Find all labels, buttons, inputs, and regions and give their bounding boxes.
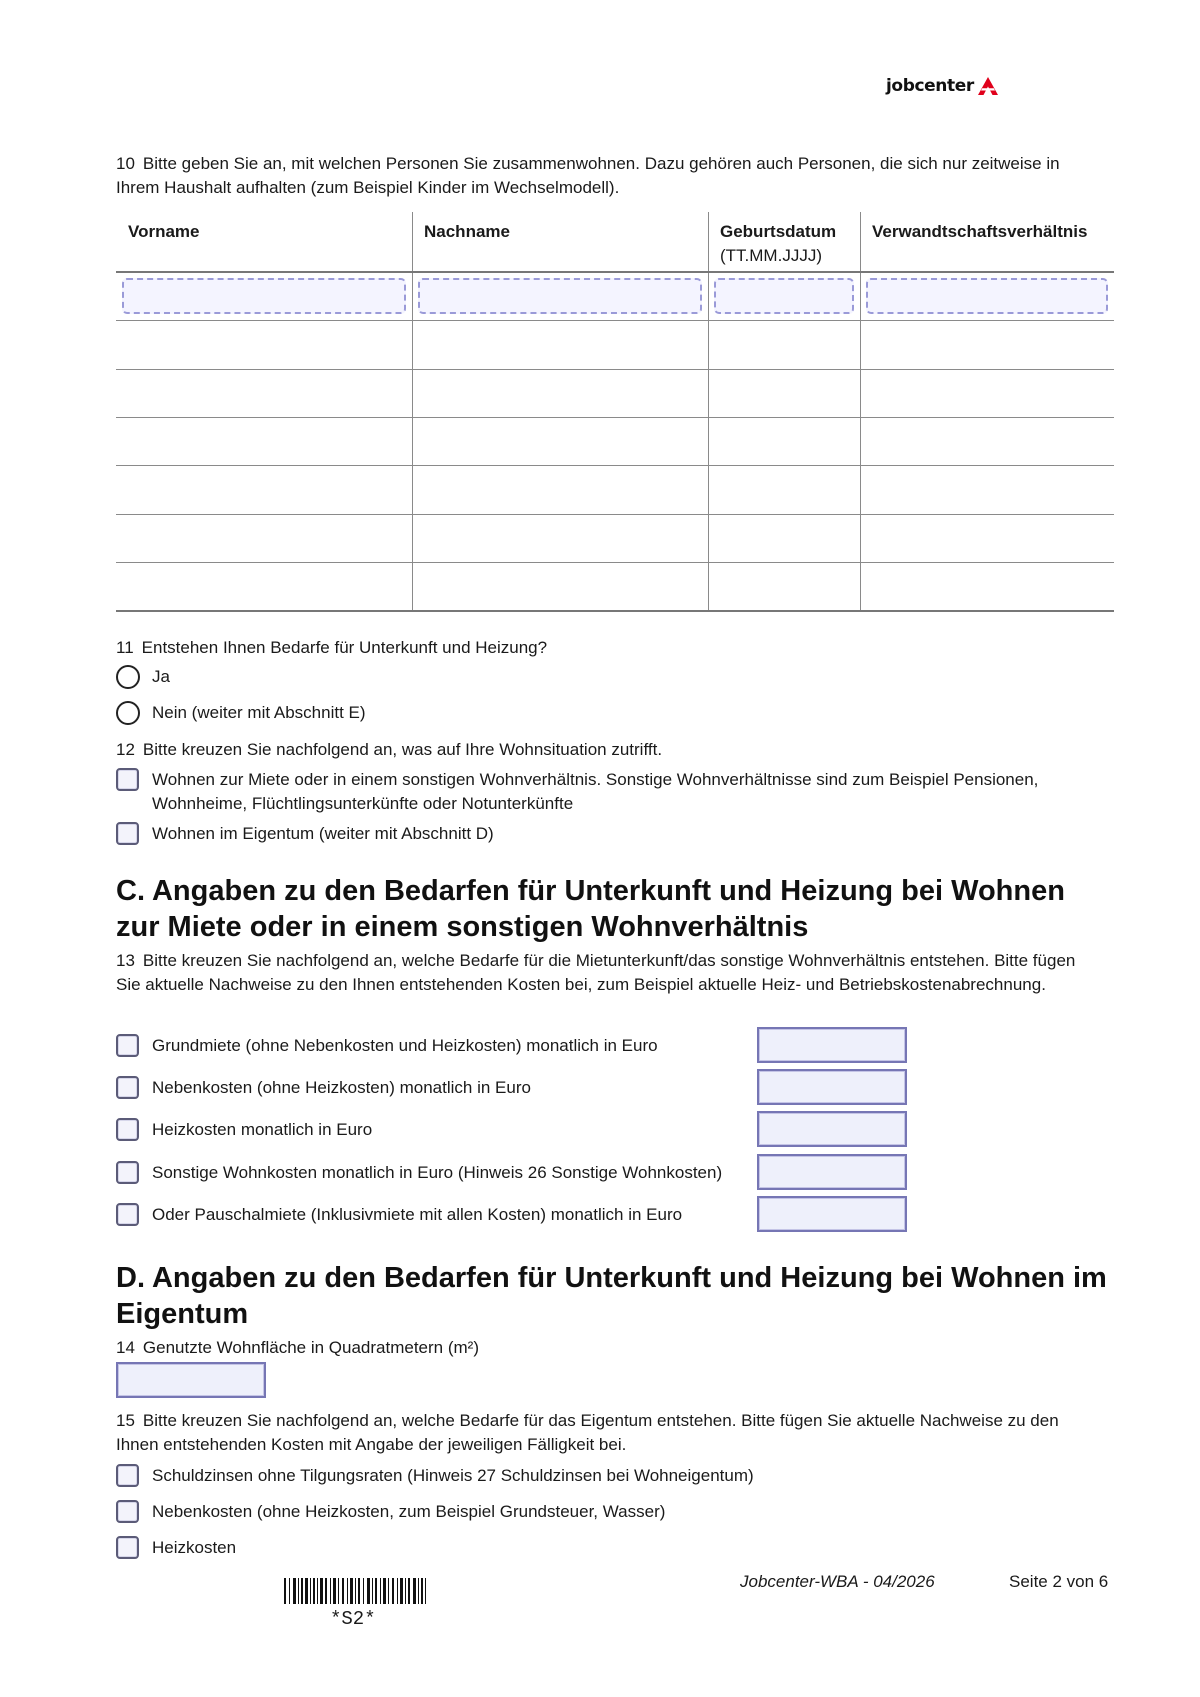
option-label: Nein (weiter mit Abschnitt E)	[152, 703, 366, 722]
grundmiete-amount-input[interactable]	[757, 1027, 907, 1063]
heizkosten-amount-input[interactable]	[757, 1111, 907, 1147]
option-label: Oder Pauschalmiete (Inklusivmiete mit allen Kosten) monatlich in Euro	[152, 1205, 683, 1224]
option-schuldzinsen[interactable]	[116, 1464, 1112, 1488]
row-divider	[116, 562, 1114, 563]
household-members-table	[116, 212, 1114, 612]
jobcenter-logo-icon	[977, 76, 999, 96]
option-label: Heizkosten monatlich in Euro	[152, 1120, 373, 1139]
question-14	[116, 1336, 1076, 1360]
checkbox[interactable]	[116, 1161, 139, 1184]
checkbox[interactable]	[116, 1203, 139, 1226]
row-divider	[116, 369, 1114, 370]
wohnflaeche-input[interactable]	[116, 1362, 266, 1398]
nebenkosten-amount-input[interactable]	[757, 1069, 907, 1105]
nachname-input[interactable]	[418, 278, 702, 314]
checkbox[interactable]	[116, 1076, 139, 1099]
page-number: Seite 2 von 6	[1009, 1572, 1109, 1591]
section-d-heading: D. Angaben zu den Bedarfen für Unterkunft und Heizung bei Wohnen im Eigentum	[116, 1262, 1107, 1330]
option-heizkosten-eigentum[interactable]	[116, 1536, 1112, 1560]
table-bottom-border	[116, 610, 1114, 612]
option-label: Heizkosten	[152, 1538, 237, 1557]
date-format-hint: (TT.MM.JJJJ)	[720, 246, 822, 265]
option-grundmiete[interactable]	[116, 1034, 752, 1058]
column-header-vorname: Vorname	[128, 222, 200, 241]
option-label: Nebenkosten (ohne Heizkosten) monatlich in Euro	[152, 1078, 531, 1097]
question-text: Bitte kreuzen Sie nachfolgend an, welche Bedarfe für das Eigentum entstehen. Bitte fügen Sie aktuelle Nachweise zu den Ihnen entstehenden Kosten mit Angabe der jeweiligen Fälligkeit bei.	[116, 1411, 1059, 1454]
option-label: Sonstige Wohnkosten monatlich in Euro (Hinweis 26 Sonstige Wohnkosten)	[152, 1163, 723, 1182]
question-number: 15	[116, 1411, 135, 1430]
header-divider	[116, 271, 1114, 273]
column-header-verwandtschaft: Verwandtschaftsverhältnis	[872, 222, 1088, 241]
question-number: 11	[116, 638, 134, 657]
checkbox[interactable]	[116, 1536, 139, 1559]
question-15	[116, 1409, 1076, 1457]
option-ja[interactable]	[116, 665, 1112, 689]
option-label: Nebenkosten (ohne Heizkosten, zum Beispiel Grundsteuer, Wasser)	[152, 1502, 666, 1521]
question-13	[116, 949, 1076, 997]
option-heizkosten[interactable]	[116, 1118, 752, 1142]
checkbox[interactable]	[116, 1118, 139, 1141]
barcode-graphic	[284, 1578, 426, 1604]
row-divider	[116, 320, 1114, 321]
checkbox[interactable]	[116, 1464, 139, 1487]
option-label: Schuldzinsen ohne Tilgungsraten (Hinweis 27 Schuldzinsen bei Wohneigentum)	[152, 1466, 754, 1485]
question-11	[116, 636, 1106, 660]
barcode-text: *S2*	[330, 1608, 376, 1630]
question-10	[116, 152, 1106, 200]
geburtsdatum-input[interactable]	[714, 278, 854, 314]
option-wohnen-eigentum[interactable]	[116, 822, 1112, 846]
question-text: Bitte geben Sie an, mit welchen Personen Sie zusammenwohnen. Dazu gehören auch Personen, die sich nur zeitweise in Ihrem Haushalt aufhalten (zum Beispiel Kinder im Wechselmodell).	[116, 154, 1060, 197]
question-number: 14	[116, 1338, 135, 1357]
checkbox[interactable]	[116, 822, 139, 845]
option-label: Wohnen im Eigentum (weiter mit Abschnitt D)	[152, 824, 494, 843]
row-divider	[116, 417, 1114, 418]
option-nebenkosten[interactable]	[116, 1076, 752, 1100]
radio-button[interactable]	[116, 701, 140, 725]
question-12	[116, 738, 1106, 762]
question-number: 13	[116, 951, 135, 970]
option-wohnen-miete[interactable]	[116, 768, 1112, 816]
checkbox[interactable]	[116, 1034, 139, 1057]
verwandtschaft-input[interactable]	[866, 278, 1108, 314]
option-pauschalmiete[interactable]	[116, 1203, 752, 1227]
vorname-input[interactable]	[122, 278, 406, 314]
question-text: Bitte kreuzen Sie nachfolgend an, welche Bedarfe für die Mietunterkunft/das sonstige Wohnverhältnis entstehen. Bitte fügen Sie aktuelle Nachweise zu den Ihnen entstehenden Kosten bei, zum Beispiel aktuelle Heiz- und Betriebskostenabrechnung.	[116, 951, 1076, 994]
row-divider	[116, 465, 1114, 466]
form-identifier: Jobcenter-WBA - 04/2026	[740, 1572, 935, 1591]
row-divider	[116, 514, 1114, 515]
question-text: Genutzte Wohnfläche in Quadratmetern (m²)	[142, 1338, 479, 1357]
question-number: 10	[116, 154, 135, 173]
geburtsdatum-label: Geburtsdatum	[720, 222, 837, 241]
checkbox[interactable]	[116, 1500, 139, 1523]
column-header-nachname: Nachname	[424, 222, 510, 241]
option-label: Ja	[152, 667, 170, 686]
checkbox[interactable]	[116, 768, 139, 791]
option-label: Grundmiete (ohne Nebenkosten und Heizkosten) monatlich in Euro	[152, 1036, 658, 1055]
option-nein[interactable]	[116, 701, 1112, 725]
pauschalmiete-amount-input[interactable]	[757, 1196, 907, 1232]
logo-text: jobcenter	[886, 76, 974, 96]
option-sonstige-wohnkosten[interactable]	[116, 1161, 752, 1185]
radio-button[interactable]	[116, 665, 140, 689]
option-nebenkosten-eigentum[interactable]	[116, 1500, 1112, 1524]
option-label: Wohnen zur Miete oder in einem sonstigen Wohnverhältnis. Sonstige Wohnverhältnisse sind zum Beispiel Pensionen, Wohnheime, Flüchtlingsunterkünfte oder Notunterkünfte	[152, 770, 1039, 813]
question-text: Bitte kreuzen Sie nachfolgend an, was auf Ihre Wohnsituation zutrifft.	[142, 740, 663, 759]
section-c-heading: C. Angaben zu den Bedarfen für Unterkunft und Heizung bei Wohnen zur Miete oder in einem sonstigen Wohnverhältnis	[116, 875, 1065, 943]
question-number: 12	[116, 740, 135, 759]
question-text: Entstehen Ihnen Bedarfe für Unterkunft und Heizung?	[141, 638, 548, 657]
jobcenter-logo	[886, 76, 999, 96]
sonstige-wohnkosten-amount-input[interactable]	[757, 1154, 907, 1190]
column-header-geburtsdatum	[708, 212, 860, 276]
